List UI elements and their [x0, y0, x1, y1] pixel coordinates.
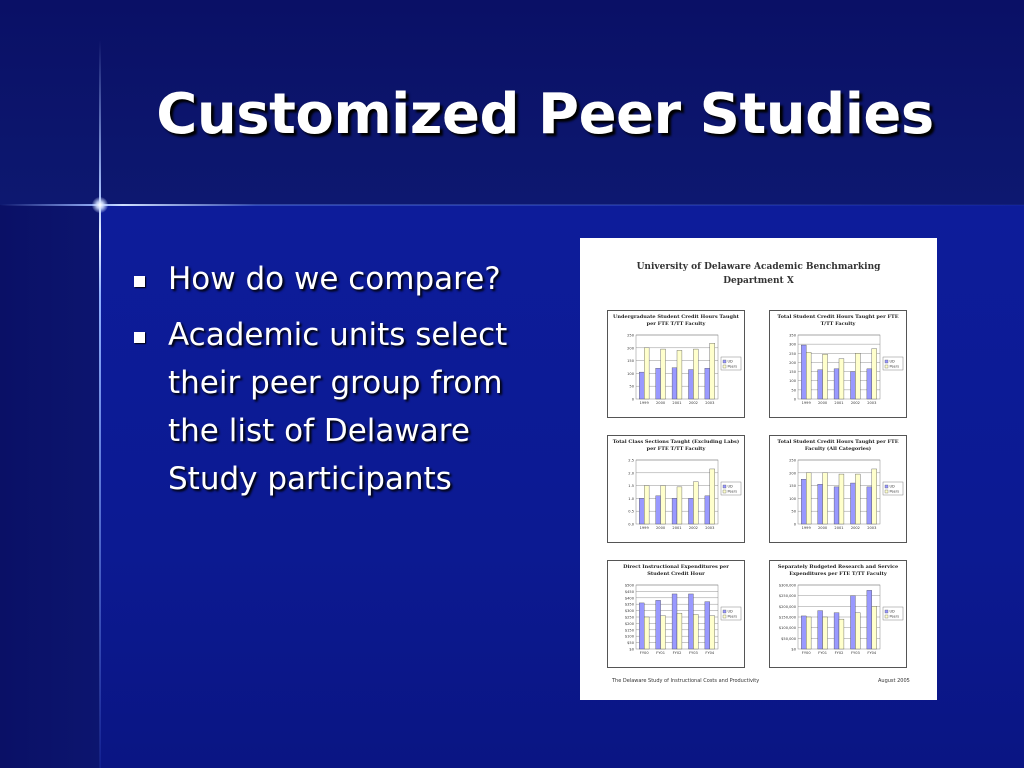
chart-panel-5 [607, 560, 745, 668]
x-tick-label: 2000 [656, 526, 666, 530]
x-tick-label: 2002 [688, 401, 698, 405]
y-tick-label: $200 [624, 621, 634, 626]
bar-peers [693, 614, 698, 649]
y-tick-label: $0 [629, 647, 634, 652]
x-tick-label: 2003 [867, 401, 877, 405]
x-tick-label: 2003 [867, 526, 877, 530]
y-tick-label: 50 [629, 384, 634, 389]
chart-panel-4 [769, 435, 907, 543]
y-tick-label: $250,000 [778, 594, 796, 599]
report-title [580, 260, 937, 288]
bar-chart [770, 561, 908, 669]
bar-ud [867, 590, 872, 649]
bar-ud [818, 611, 823, 649]
chart-panel-6 [769, 560, 907, 668]
x-tick-label: 1999 [639, 401, 649, 405]
bar-ud [801, 616, 806, 649]
bar-ud [850, 596, 855, 649]
bar-ud [688, 370, 693, 399]
legend-swatch [723, 490, 726, 493]
legend-label: UD [727, 484, 733, 489]
bar-ud [639, 603, 644, 649]
legend-label: Peers [889, 489, 900, 494]
chart-title: Total Class Sections Taught (Excluding Labs) per FTE T/TT Faculty [612, 439, 740, 452]
bar-ud [818, 484, 823, 524]
x-tick-label: FY00 [801, 651, 811, 655]
vertical-accent-line [99, 40, 101, 768]
bar-ud [834, 487, 839, 524]
bar-peers [872, 469, 877, 524]
bar-peers [644, 348, 649, 399]
bar-peers [872, 606, 877, 649]
legend-swatch [885, 360, 888, 363]
legend-swatch [885, 490, 888, 493]
legend-swatch [885, 365, 888, 368]
x-tick-label: FY03 [688, 651, 698, 655]
bar-chart [608, 311, 746, 419]
bullet-text: Academic units select their peer group from the list of Delaware Study participants [168, 317, 508, 497]
bar-peers [693, 349, 698, 399]
bar-peers [839, 359, 844, 399]
bar-ud [834, 613, 839, 649]
legend-label: Peers [727, 489, 738, 494]
bar-peers [677, 613, 682, 649]
benchmark-report-image [580, 238, 937, 700]
bar-ud [834, 369, 839, 399]
x-tick-label: 2001 [672, 526, 682, 530]
x-tick-label: FY04 [705, 651, 715, 655]
bar-ud [801, 345, 806, 399]
x-tick-label: FY01 [656, 651, 666, 655]
y-tick-label: 50 [791, 388, 796, 393]
y-tick-label: 0 [793, 522, 796, 527]
bar-peers [855, 353, 860, 399]
legend-label: Peers [889, 614, 900, 619]
bar-ud [850, 483, 855, 524]
y-tick-label: $400 [624, 596, 634, 601]
legend-label: Peers [727, 614, 738, 619]
bar-peers [855, 613, 860, 649]
x-tick-label: 2003 [705, 526, 715, 530]
square-bullet-icon [134, 276, 145, 287]
x-tick-label: 2000 [656, 401, 666, 405]
chart-panel-3 [607, 435, 745, 543]
bar-ud [656, 600, 661, 649]
x-tick-label: FY02 [834, 651, 844, 655]
y-tick-label: $250 [624, 615, 634, 620]
report-title-line-2: Department X [723, 276, 794, 286]
legend-label: Peers [727, 364, 738, 369]
chart-legend [883, 357, 903, 370]
x-tick-label: 2001 [672, 401, 682, 405]
bar-ud [688, 594, 693, 649]
y-tick-label: 150 [789, 370, 796, 375]
y-tick-label: 1.0 [628, 496, 634, 501]
bar-peers [839, 619, 844, 649]
y-tick-label: 0 [793, 397, 796, 402]
x-tick-label: 2000 [818, 401, 828, 405]
x-tick-label: 2000 [818, 526, 828, 530]
y-tick-label: $100 [624, 634, 634, 639]
y-tick-label: 2.5 [628, 458, 634, 463]
bar-peers [661, 616, 666, 649]
legend-swatch [723, 485, 726, 488]
bar-peers [823, 354, 828, 399]
bar-peers [661, 349, 666, 399]
y-tick-label: $300,000 [778, 583, 796, 588]
legend-label: UD [889, 359, 895, 364]
x-tick-label: 1999 [801, 526, 811, 530]
y-tick-label: 250 [627, 333, 634, 338]
bar-peers [855, 474, 860, 524]
slide-title: Customized Peer Studies [156, 82, 934, 147]
bar-ud [688, 498, 693, 524]
chart-title: Direct Instructional Expenditures per Student Credit Hour [623, 564, 729, 577]
x-tick-label: 2002 [850, 401, 860, 405]
y-tick-label: $0 [791, 647, 796, 652]
y-tick-label: 250 [789, 458, 796, 463]
legend-label: UD [727, 609, 733, 614]
square-bullet-icon [134, 332, 145, 343]
legend-label: UD [889, 609, 895, 614]
x-tick-label: FY02 [672, 651, 682, 655]
y-tick-label: $200,000 [778, 604, 796, 609]
legend-swatch [723, 610, 726, 613]
y-tick-label: $50,000 [781, 636, 796, 641]
bar-chart [770, 436, 908, 544]
y-tick-label: 150 [789, 484, 796, 489]
bar-ud [672, 368, 677, 399]
y-tick-label: $300 [624, 609, 634, 614]
bar-peers [839, 474, 844, 524]
bullet-list [130, 255, 530, 511]
sparkle-icon [92, 197, 108, 213]
bar-ud [867, 487, 872, 524]
bar-peers [661, 486, 666, 524]
x-tick-label: 2001 [834, 401, 844, 405]
y-tick-label: $50 [627, 641, 634, 646]
bar-peers [644, 617, 649, 649]
bar-ud [639, 372, 644, 399]
bar-peers [806, 352, 811, 399]
bar-peers [823, 617, 828, 649]
bar-peers [710, 469, 715, 524]
bar-ud [867, 369, 872, 399]
y-tick-label: $150 [624, 628, 634, 633]
y-tick-label: 350 [789, 333, 796, 338]
report-title-line-1: University of Delaware Academic Benchmarking [636, 262, 881, 272]
x-tick-label: 2001 [834, 526, 844, 530]
chart-title: Separately Budgeted Research and Service Expenditures per FTE T/TT Faculty [777, 564, 899, 577]
x-tick-label: 1999 [639, 526, 649, 530]
y-tick-label: 250 [789, 351, 796, 356]
x-tick-label: FY01 [818, 651, 828, 655]
bullet-text: How do we compare? [168, 261, 501, 297]
bar-peers [644, 486, 649, 524]
x-tick-label: 2002 [850, 526, 860, 530]
horizontal-accent-line [0, 204, 1024, 206]
y-tick-label: $100,000 [778, 626, 796, 631]
chart-title: Total Student Credit Hours Taught per FTE Faculty (All Categories) [777, 439, 899, 452]
x-tick-label: FY03 [850, 651, 860, 655]
chart-title: Undergraduate Student Credit Hours Taught per FTE T/TT Faculty [613, 314, 739, 327]
bar-peers [710, 616, 715, 649]
chart-panel-2 [769, 310, 907, 418]
legend-label: UD [889, 484, 895, 489]
x-tick-label: 1999 [801, 401, 811, 405]
legend-swatch [885, 615, 888, 618]
bar-peers [693, 482, 698, 524]
legend-label: UD [727, 359, 733, 364]
bar-ud [672, 498, 677, 524]
y-tick-label: 100 [627, 371, 634, 376]
bar-ud [672, 594, 677, 649]
y-tick-label: 0.0 [628, 522, 634, 527]
bar-ud [705, 368, 710, 399]
y-tick-label: 150 [627, 359, 634, 364]
y-tick-label: 200 [789, 471, 796, 476]
bar-ud [656, 496, 661, 524]
legend-swatch [885, 610, 888, 613]
left-band [0, 205, 100, 768]
bar-chart [608, 436, 746, 544]
bar-chart [608, 561, 746, 669]
y-tick-label: $150,000 [778, 615, 796, 620]
y-tick-label: $500 [624, 583, 634, 588]
chart-legend [721, 482, 741, 495]
x-tick-label: FY04 [867, 651, 877, 655]
chart-legend [883, 607, 903, 620]
bar-peers [823, 473, 828, 524]
legend-label: Peers [889, 364, 900, 369]
bar-ud [801, 479, 806, 524]
y-tick-label: 50 [791, 509, 796, 514]
y-tick-label: 0.5 [628, 509, 634, 514]
bar-ud [656, 368, 661, 399]
y-tick-label: 2.0 [628, 471, 634, 476]
bullet-item [130, 255, 530, 303]
bar-peers [710, 343, 715, 399]
legend-swatch [723, 365, 726, 368]
x-tick-label: 2002 [688, 526, 698, 530]
y-tick-label: $350 [624, 602, 634, 607]
y-tick-label: 200 [627, 346, 634, 351]
report-footer-left: The Delaware Study of Instructional Costs and Productivity [612, 678, 760, 684]
chart-panel-1 [607, 310, 745, 418]
bar-ud [639, 498, 644, 524]
legend-swatch [723, 360, 726, 363]
bar-ud [818, 370, 823, 399]
bar-peers [872, 349, 877, 399]
bar-peers [677, 487, 682, 524]
chart-legend [721, 607, 741, 620]
bar-ud [705, 496, 710, 524]
legend-swatch [723, 615, 726, 618]
bar-ud [850, 372, 855, 399]
bar-peers [806, 617, 811, 649]
bar-ud [705, 602, 710, 649]
bullet-item [130, 311, 530, 503]
report-footer-right: August 2005 [878, 678, 910, 684]
y-tick-label: 200 [789, 360, 796, 365]
chart-legend [721, 357, 741, 370]
y-tick-label: 1.5 [628, 484, 634, 489]
bar-chart [770, 311, 908, 419]
bar-peers [677, 350, 682, 399]
chart-title: Total Student Credit Hours Taught per FTE T/TT Faculty [777, 314, 899, 327]
y-tick-label: $450 [624, 589, 634, 594]
y-tick-label: 100 [789, 496, 796, 501]
y-tick-label: 300 [789, 342, 796, 347]
x-tick-label: 2003 [705, 401, 715, 405]
y-tick-label: 100 [789, 379, 796, 384]
chart-legend [883, 482, 903, 495]
y-tick-label: 0 [631, 397, 634, 402]
bar-peers [806, 473, 811, 524]
legend-swatch [885, 485, 888, 488]
x-tick-label: FY00 [639, 651, 649, 655]
